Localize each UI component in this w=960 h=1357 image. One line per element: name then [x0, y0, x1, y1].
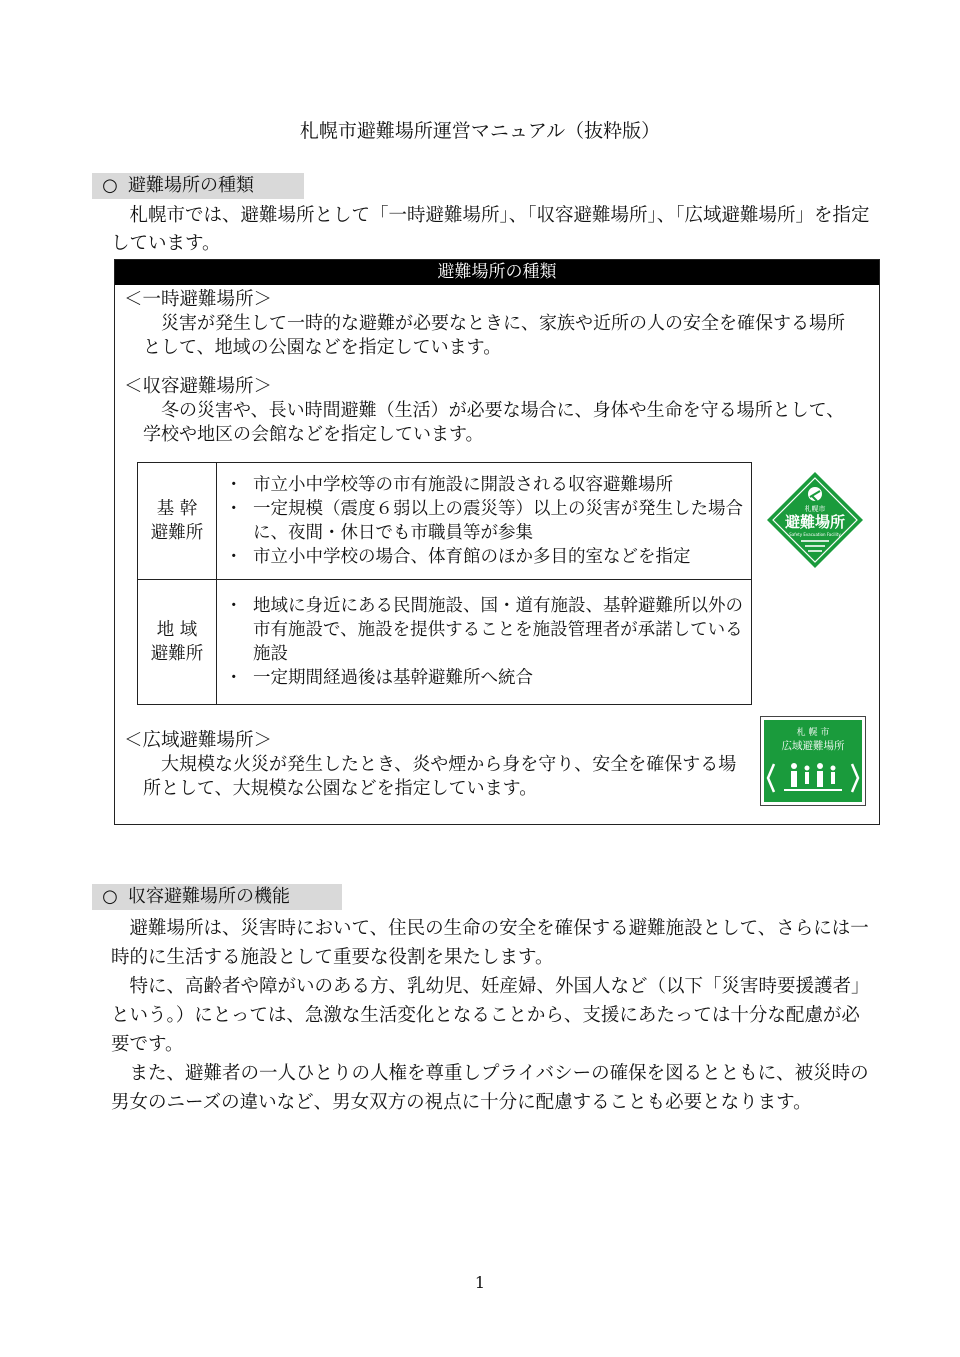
sign-city: 札幌市 [804, 505, 826, 513]
list-item: ・ 市立小中学校等の市有施設に開設される収容避難場所 [225, 473, 743, 497]
temporary-title: ＜一時避難場所＞ [124, 289, 273, 310]
page-number: 1 [474, 1273, 486, 1292]
section-heading-label: 避難場所の種類 [128, 175, 254, 196]
table-row [138, 463, 752, 580]
row-label-top: 基 幹 [156, 499, 198, 519]
shelter-types-table [137, 462, 752, 705]
paragraph: 避難場所は、災害時において、住民の生命の安全を確保する避難施設として、さらには一時的に生活する施設として重要な役割を果たします。 [111, 918, 869, 968]
wide-sign-label: 広域避難場所 [781, 740, 845, 752]
functions-body [111, 914, 871, 1117]
row-label [138, 580, 217, 705]
shelter-description [143, 399, 861, 447]
sign-label: 避難場所 [784, 513, 846, 531]
temporary-description [143, 312, 861, 360]
wide-description [143, 753, 743, 801]
sign-english: Safety Evacuation Facility [789, 532, 841, 537]
paragraph: 特に、高齢者や障がいのある方、乳幼児、妊産婦、外国人など（以下「災害時要援護者」という。）にとっては、急激な生活変化となることから、支援にあたっては十分な配慮が必要です。 [111, 976, 870, 1055]
shelter-sign-icon [765, 470, 865, 570]
list-item: ・ 一定期間経過後は基幹避難所へ統合 [225, 666, 743, 690]
shelter-body: 冬の災害や、長い時間避難（生活）が必要な場合に、身体や生命を守る場所として、学校や地区の会館などを指定しています。 [143, 400, 845, 445]
temporary-body: 災害が発生して一時的な避難が必要なときに、家族や近所の人の安全を確保する場所として、地域の公園などを指定しています。 [143, 313, 845, 358]
row-label-bottom: 避難所 [150, 644, 204, 664]
section-heading-label: 収容避難場所の機能 [128, 886, 290, 907]
section-intro [111, 202, 871, 258]
row-label [138, 463, 217, 580]
wide-body: 大規模な火災が発生したとき、炎や煙から身を守り、安全を確保する場所として、大規模な公園などを指定しています。 [143, 754, 737, 799]
section-heading-types [92, 173, 304, 199]
row-label-top: 地 域 [156, 620, 198, 640]
shelter-title: ＜収容避難場所＞ [124, 376, 273, 397]
wide-area-sign-icon [760, 716, 866, 806]
list-item: ・ 市立小中学校の場合、体育館のほか多目的室などを指定 [225, 545, 743, 569]
table-row [138, 580, 752, 705]
wide-sign-city: 札 幌 市 [796, 728, 830, 738]
types-box-header: 避難場所の種類 [115, 260, 879, 285]
list-item: ・ 地域に身近にある民間施設、国・道有施設、基幹避難所以外の市有施設で、施設を提供することを施設管理者が承諾している施設 [225, 594, 743, 666]
paragraph: また、避難者の一人ひとりの人権を尊重しプライバシーの確保を図るとともに、被災時の男女のニーズの違いなど、男女双方の視点に十分に配慮することも必要となります。 [111, 1063, 869, 1113]
intro-paragraph: 札幌市では、避難場所として「一時避難場所」、「収容避難場所」、「広域避難場所」を指定しています。 [111, 205, 870, 254]
circle-marker: ○ [102, 886, 118, 907]
section-heading-functions [92, 884, 342, 910]
row-content [217, 463, 752, 580]
row-label-bottom: 避難所 [150, 523, 204, 543]
list-item: ・ 一定規模（震度６弱以上の震災等）以上の災害が発生した場合に、夜間・休日でも市職員等が参集 [225, 497, 743, 545]
circle-marker: ○ [102, 175, 118, 196]
row-content [217, 580, 752, 705]
document-title: 札幌市避難場所運営マニュアル（抜粋版） [299, 120, 661, 142]
wide-title: ＜広域避難場所＞ [124, 730, 273, 751]
